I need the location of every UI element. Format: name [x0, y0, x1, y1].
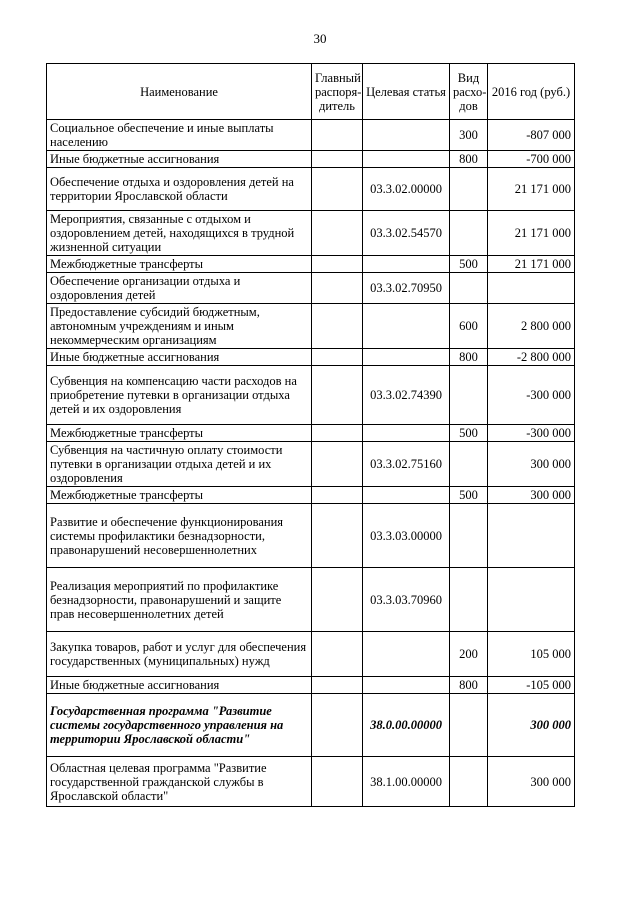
table-row — [47, 273, 575, 304]
header-year: 2016 год (руб.) — [488, 64, 575, 120]
row-amount: 300 000 — [488, 694, 575, 757]
table-row — [47, 120, 575, 151]
budget-table — [46, 63, 575, 807]
header-type: Вид расхо-дов — [450, 64, 488, 120]
table-row — [47, 504, 575, 568]
row-type: 800 — [450, 677, 488, 694]
row-name: Мероприятия, связанные с отдыхом и оздоровлением детей, находящихся в трудной жизненной ситуации — [47, 211, 312, 256]
header-name: Наименование — [47, 64, 312, 120]
row-target — [363, 151, 450, 168]
row-manager — [312, 504, 363, 568]
page-number: 30 — [313, 31, 327, 46]
row-amount — [488, 273, 575, 304]
row-type — [450, 366, 488, 425]
row-manager — [312, 151, 363, 168]
row-amount: -105 000 — [488, 677, 575, 694]
table-row — [47, 151, 575, 168]
row-target: 03.3.02.75160 — [363, 442, 450, 487]
row-manager — [312, 568, 363, 632]
row-type — [450, 757, 488, 807]
row-name: Реализация мероприятий по профилактике безнадзорности, правонарушений и защите прав несовершеннолетних детей — [47, 568, 312, 632]
row-manager — [312, 757, 363, 807]
row-manager — [312, 273, 363, 304]
row-manager — [312, 349, 363, 366]
row-amount: 21 171 000 — [488, 168, 575, 211]
row-name: Субвенция на компенсацию части расходов на приобретение путевки в организации отдыха детей и их оздоровления — [47, 366, 312, 425]
row-type: 500 — [450, 425, 488, 442]
row-target: 03.3.03.70960 — [363, 568, 450, 632]
row-name: Межбюджетные трансферты — [47, 256, 312, 273]
table-row — [47, 211, 575, 256]
row-type — [450, 568, 488, 632]
table-row — [47, 366, 575, 425]
row-type — [450, 694, 488, 757]
row-name: Развитие и обеспечение функционирования системы профилактики безнадзорности, правонарушений несовершеннолетних — [47, 504, 312, 568]
row-type — [450, 211, 488, 256]
row-type: 500 — [450, 487, 488, 504]
row-manager — [312, 304, 363, 349]
row-target — [363, 677, 450, 694]
row-name: Обеспечение отдыха и оздоровления детей на территории Ярославской области — [47, 168, 312, 211]
row-target: 38.1.00.00000 — [363, 757, 450, 807]
row-manager — [312, 168, 363, 211]
header-manager: Главный распоря-дитель — [312, 64, 363, 120]
row-type: 500 — [450, 256, 488, 273]
row-amount: -300 000 — [488, 425, 575, 442]
row-target: 03.3.02.70950 — [363, 273, 450, 304]
row-type: 600 — [450, 304, 488, 349]
row-manager — [312, 425, 363, 442]
row-target — [363, 256, 450, 273]
row-target: 03.3.02.54570 — [363, 211, 450, 256]
row-manager — [312, 677, 363, 694]
row-name: Иные бюджетные ассигнования — [47, 677, 312, 694]
table-row — [47, 487, 575, 504]
row-name: Субвенция на частичную оплату стоимости путевки в организации отдыха детей и их оздоровления — [47, 442, 312, 487]
row-type — [450, 273, 488, 304]
row-amount — [488, 504, 575, 568]
row-type: 200 — [450, 632, 488, 677]
row-target — [363, 487, 450, 504]
row-amount: -700 000 — [488, 151, 575, 168]
row-manager — [312, 211, 363, 256]
row-amount: -2 800 000 — [488, 349, 575, 366]
row-target: 03.3.02.74390 — [363, 366, 450, 425]
row-name: Межбюджетные трансферты — [47, 487, 312, 504]
row-amount: 300 000 — [488, 442, 575, 487]
table-row — [47, 442, 575, 487]
row-target — [363, 304, 450, 349]
row-type: 800 — [450, 349, 488, 366]
table-row — [47, 256, 575, 273]
table-row — [47, 677, 575, 694]
table-row — [47, 568, 575, 632]
row-type — [450, 168, 488, 211]
row-manager — [312, 487, 363, 504]
row-amount: 2 800 000 — [488, 304, 575, 349]
table-row — [47, 757, 575, 807]
row-amount: -807 000 — [488, 120, 575, 151]
row-type — [450, 442, 488, 487]
table-row — [47, 168, 575, 211]
row-manager — [312, 694, 363, 757]
row-target — [363, 349, 450, 366]
header-row — [47, 64, 575, 120]
row-amount: 21 171 000 — [488, 256, 575, 273]
row-manager — [312, 442, 363, 487]
row-amount: -300 000 — [488, 366, 575, 425]
row-manager — [312, 632, 363, 677]
table-row — [47, 425, 575, 442]
row-name: Социальное обеспечение и иные выплаты населению — [47, 120, 312, 151]
row-name: Иные бюджетные ассигнования — [47, 349, 312, 366]
row-name: Областная целевая программа "Развитие государственной гражданской службы в Ярославской области" — [47, 757, 312, 807]
row-amount: 300 000 — [488, 757, 575, 807]
row-type: 800 — [450, 151, 488, 168]
row-target: 03.3.03.00000 — [363, 504, 450, 568]
table-row — [47, 632, 575, 677]
row-target — [363, 632, 450, 677]
header-target: Целевая статья — [363, 64, 450, 120]
table-row — [47, 349, 575, 366]
row-manager — [312, 366, 363, 425]
row-target — [363, 425, 450, 442]
table-row — [47, 304, 575, 349]
row-amount: 105 000 — [488, 632, 575, 677]
row-amount: 300 000 — [488, 487, 575, 504]
row-target: 38.0.00.00000 — [363, 694, 450, 757]
row-name: Иные бюджетные ассигнования — [47, 151, 312, 168]
row-name: Предоставление субсидий бюджетным, автономным учреждениям и иным некоммерческим организациям — [47, 304, 312, 349]
row-name: Межбюджетные трансферты — [47, 425, 312, 442]
row-target: 03.3.02.00000 — [363, 168, 450, 211]
table-row — [47, 694, 575, 757]
row-amount — [488, 568, 575, 632]
row-target — [363, 120, 450, 151]
row-name: Государственная программа "Развитие системы государственного управления на территории Ярославской области" — [47, 694, 312, 757]
row-manager — [312, 120, 363, 151]
row-manager — [312, 256, 363, 273]
row-type: 300 — [450, 120, 488, 151]
row-name: Закупка товаров, работ и услуг для обеспечения государственных (муниципальных) нужд — [47, 632, 312, 677]
row-type — [450, 504, 488, 568]
row-amount: 21 171 000 — [488, 211, 575, 256]
row-name: Обеспечение организации отдыха и оздоровления детей — [47, 273, 312, 304]
